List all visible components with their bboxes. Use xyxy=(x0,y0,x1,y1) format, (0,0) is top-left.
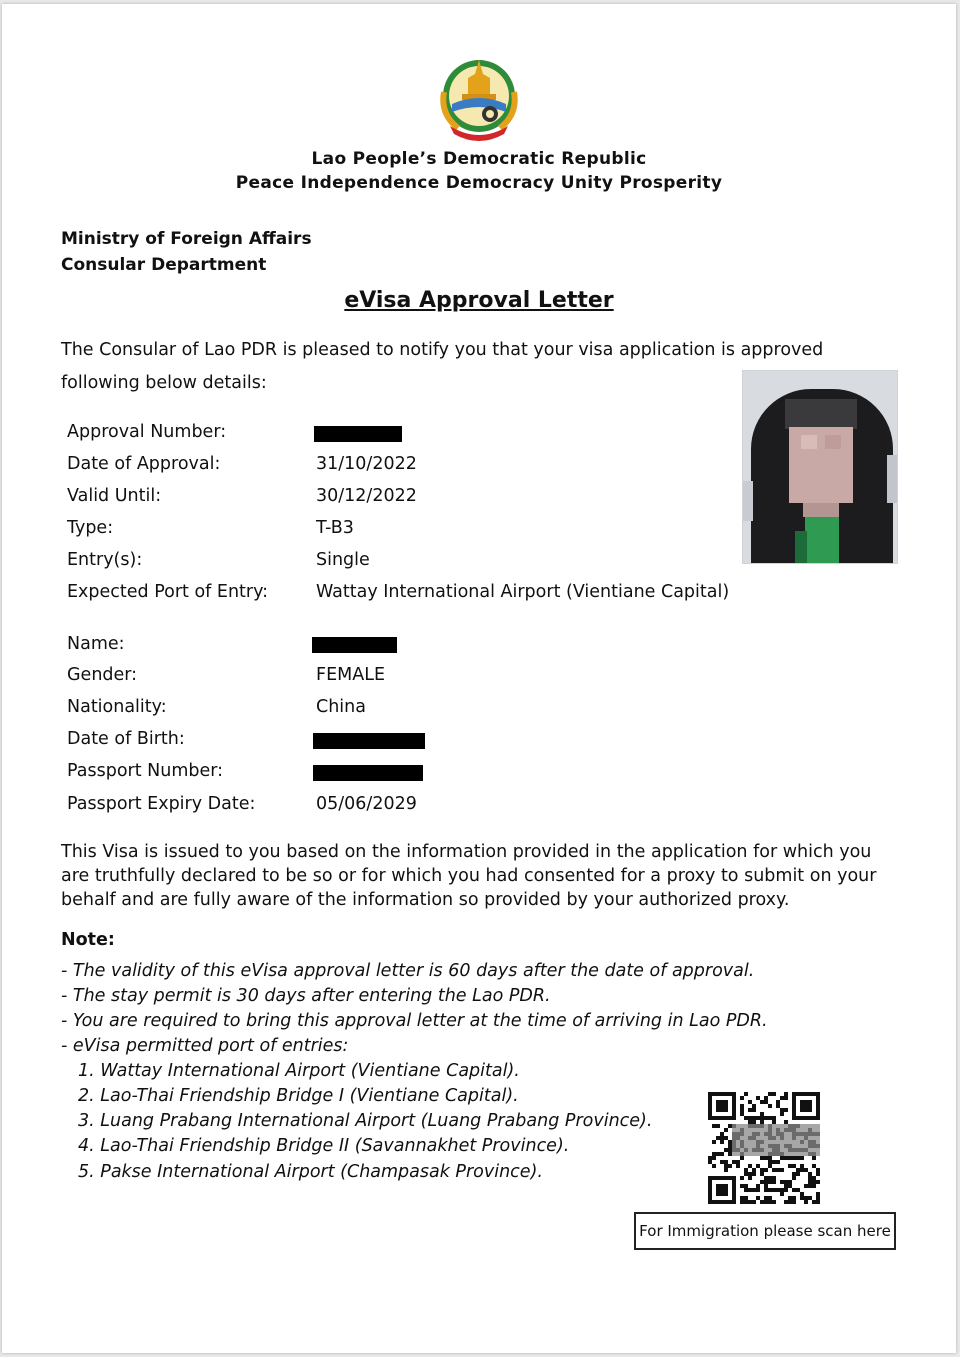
port-of-entry-label: Expected Port of Entry: xyxy=(67,582,269,602)
nationality-label: Nationality: xyxy=(67,697,167,717)
entries-label: Entry(s): xyxy=(67,550,143,570)
date-of-birth-label: Date of Birth: xyxy=(67,729,185,749)
declaration-line-3: behalf and are fully aware of the information so provided by your authorized proxy. xyxy=(61,890,790,910)
intro-line-2: following below details: xyxy=(61,373,267,393)
redaction-bar xyxy=(313,765,423,781)
valid-until-label: Valid Until: xyxy=(67,486,162,506)
note-line: - You are required to bring this approval letter at the time of arriving in Lao PDR. xyxy=(61,1011,768,1031)
note-line: - The validity of this eVisa approval letter is 60 days after the date of approval. xyxy=(61,961,755,981)
entries-value: Single xyxy=(316,550,370,570)
lao-national-emblem-icon xyxy=(430,52,528,144)
ministry-name: Ministry of Foreign Affairs xyxy=(61,229,312,249)
gender-label: Gender: xyxy=(67,665,138,685)
port-list-item: 2. Lao-Thai Friendship Bridge I (Vientiane Capital). xyxy=(78,1086,519,1106)
port-list-item: 3. Luang Prabang International Airport (Luang Prabang Province). xyxy=(78,1111,653,1131)
port-list-item: 4. Lao-Thai Friendship Bridge II (Savannakhet Province). xyxy=(78,1136,570,1156)
qr-code-icon[interactable] xyxy=(708,1092,820,1204)
note-line: - The stay permit is 30 days after entering the Lao PDR. xyxy=(61,986,551,1006)
qr-scan-caption: For Immigration please scan here xyxy=(634,1212,896,1250)
port-of-entry-value: Wattay International Airport (Vientiane Capital) xyxy=(316,582,730,602)
name-label: Name: xyxy=(67,634,125,654)
note-line: - eVisa permitted port of entries: xyxy=(61,1036,349,1056)
visa-type-value: T-B3 xyxy=(316,518,354,538)
national-motto: Peace Independence Democracy Unity Prosperity xyxy=(235,173,723,193)
country-name: Lao People’s Democratic Republic xyxy=(311,149,647,169)
letter-title-wrap xyxy=(2,288,956,313)
redaction-bar xyxy=(312,637,397,653)
port-list-item: 1. Wattay International Airport (Vientiane Capital). xyxy=(78,1061,520,1081)
declaration-line-1: This Visa is issued to you based on the information provided in the application for which you xyxy=(61,842,872,862)
date-of-approval-label: Date of Approval: xyxy=(67,454,221,474)
intro-line-1: The Consular of Lao PDR is pleased to notify you that your visa application is approved xyxy=(61,340,824,360)
valid-until-value: 30/12/2022 xyxy=(316,486,417,506)
department-name: Consular Department xyxy=(61,255,267,275)
approval-number-label: Approval Number: xyxy=(67,422,227,442)
evisa-letter-page xyxy=(2,4,956,1353)
redaction-bar xyxy=(314,426,402,442)
nationality-value: China xyxy=(316,697,366,717)
declaration-line-2: are truthfully declared to be so or for which you had consented for a proxy to submit on your xyxy=(61,866,877,886)
gender-value: FEMALE xyxy=(316,665,386,685)
port-list-item: 5. Pakse International Airport (Champasak Province). xyxy=(78,1162,543,1182)
note-heading: Note: xyxy=(61,930,115,950)
applicant-photo xyxy=(742,370,898,564)
passport-expiry-value: 05/06/2029 xyxy=(316,794,417,814)
redaction-bar xyxy=(313,733,425,749)
visa-type-label: Type: xyxy=(67,518,114,538)
letter-title: eVisa Approval Letter xyxy=(344,288,614,313)
date-of-approval-value: 31/10/2022 xyxy=(316,454,417,474)
passport-number-label: Passport Number: xyxy=(67,761,224,781)
passport-expiry-label: Passport Expiry Date: xyxy=(67,794,256,814)
